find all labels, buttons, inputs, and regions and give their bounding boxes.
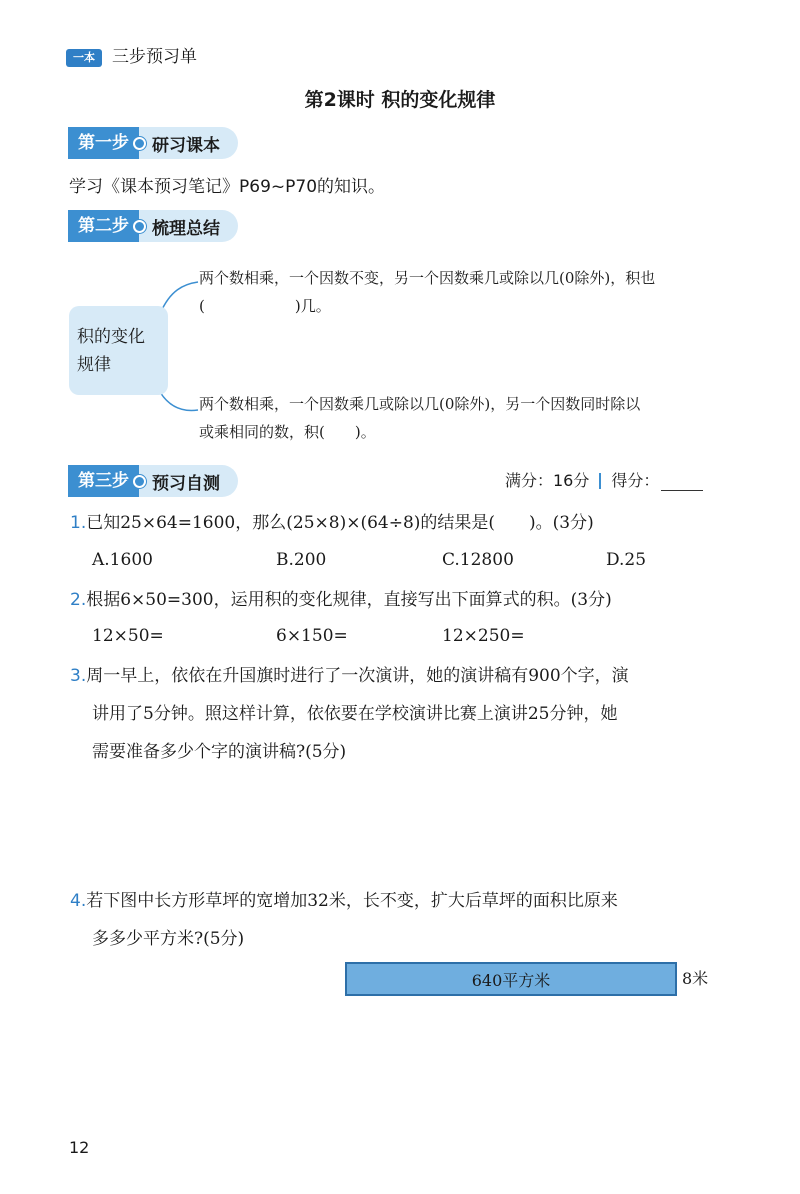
lawn-area-label: 640平方米	[471, 970, 551, 990]
bullet-dot-icon	[133, 220, 146, 233]
question-line-2: 讲用了5分钟。照这样计算，依依要在学校演讲比赛上演讲25分钟，她	[92, 704, 618, 724]
step1-text: 学习《课本预习笔记》P69~P70的知识。	[69, 177, 386, 197]
question-number: 1.	[70, 513, 87, 533]
score-blank[interactable]	[661, 472, 703, 491]
mind-map-center-label: 积的变化规律	[77, 326, 145, 375]
question-line-1: 若下图中长方形草坪的宽增加32米，长不变，扩大后草坪的面积比原来	[86, 891, 618, 911]
book-title: 三步预习单	[112, 47, 197, 67]
question-line-2: 多多少平方米?(5分)	[92, 929, 245, 949]
expression-1: 12×50=	[92, 626, 164, 646]
question-4	[70, 882, 730, 958]
option-b[interactable]: B.200	[276, 550, 327, 570]
brand-logo: 一本	[66, 49, 102, 67]
step3-tag: 第三步	[68, 465, 139, 497]
mind-map-branch-2	[199, 390, 739, 446]
question-number: 4.	[70, 891, 87, 911]
step1-banner	[68, 127, 238, 159]
question-text: 已知25×64=1600，那么(25×8)×(64÷8)的结果是( )。(3分)	[86, 513, 594, 533]
mind-map-center	[69, 306, 168, 395]
score-area	[505, 468, 703, 494]
question-3	[70, 657, 730, 771]
lawn-width-label: 8米	[682, 969, 709, 988]
step1-title: 研习课本	[152, 135, 220, 156]
expression-2: 6×150=	[276, 626, 348, 646]
score-got-label: 得分：	[611, 471, 660, 490]
expression-3: 12×250=	[442, 626, 525, 646]
step2-tag: 第二步	[68, 210, 139, 242]
step1-tag: 第一步	[68, 127, 139, 159]
lesson-title: 第2课时 积的变化规律	[304, 89, 496, 111]
option-d[interactable]: D.25	[606, 550, 647, 570]
option-c[interactable]: C.12800	[442, 550, 514, 570]
score-divider	[599, 473, 601, 489]
question-2	[70, 581, 730, 619]
question-line-3: 需要准备多少个字的演讲稿?(5分)	[92, 742, 347, 762]
question-number: 2.	[70, 590, 87, 610]
page-number: 12	[69, 1138, 90, 1157]
branch1-line1: 两个数相乘，一个因数不变，另一个因数乘几或除以几(0除外)，积也	[199, 269, 656, 287]
branch2-line1: 两个数相乘，一个因数乘几或除以几(0除外)，另一个因数同时除以	[199, 395, 641, 413]
score-total: 满分：16分	[505, 471, 590, 490]
step3-banner	[68, 465, 238, 497]
question-1	[70, 504, 730, 542]
step3-title: 预习自测	[152, 473, 220, 494]
mind-map-branch-1	[199, 264, 739, 320]
branch1-line2: ( )几。	[199, 297, 331, 315]
bullet-dot-icon	[133, 475, 146, 488]
option-a[interactable]: A.1600	[92, 550, 153, 570]
question-text: 根据6×50=300，运用积的变化规律，直接写出下面算式的积。(3分)	[86, 590, 612, 610]
bullet-dot-icon	[133, 137, 146, 150]
branch2-line2: 或乘相同的数，积( )。	[199, 423, 376, 441]
question-line-1: 周一早上，依依在升国旗时进行了一次演讲，她的演讲稿有900个字，演	[86, 666, 629, 686]
step2-title: 梳理总结	[152, 218, 220, 239]
step2-banner	[68, 210, 238, 242]
lawn-rectangle	[345, 962, 677, 996]
question-number: 3.	[70, 666, 87, 686]
